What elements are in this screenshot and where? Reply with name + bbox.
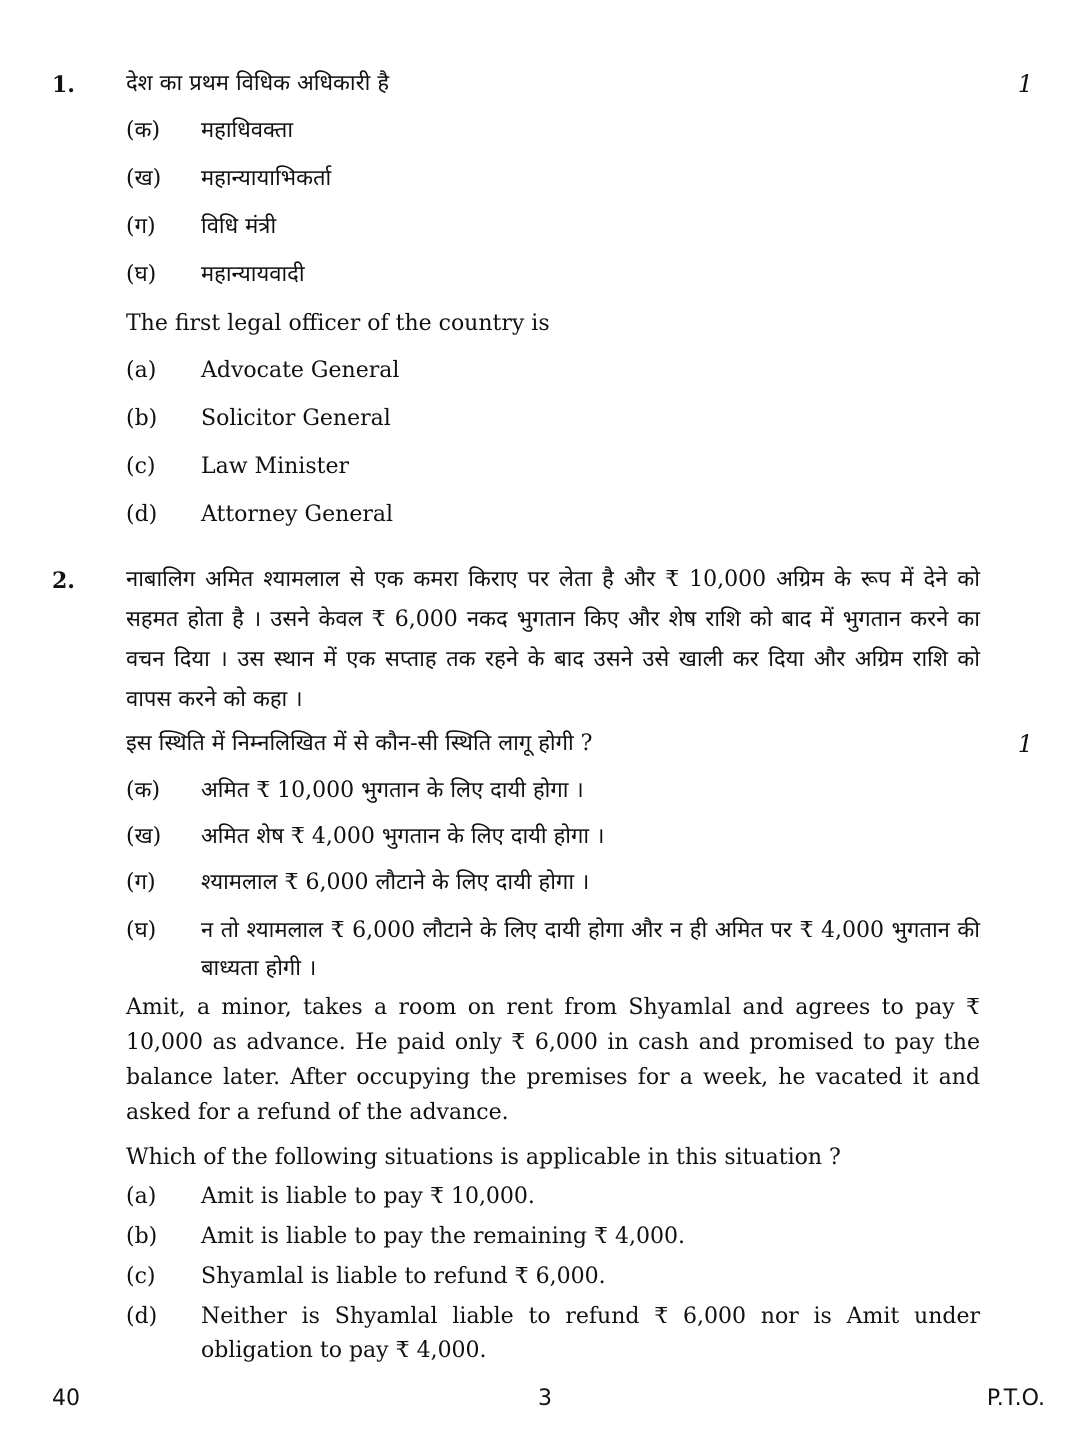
option-label: (c): [126, 454, 156, 479]
option-text: महान्यायाभिकर्ता: [201, 166, 332, 191]
option-text: श्यामलाल ₹ 6,000 लौटाने के लिए दायी होगा ।: [201, 870, 590, 895]
question-stem-english: The first legal officer of the country is: [126, 311, 550, 336]
please-turn-over: P.T.O.: [986, 1386, 1045, 1411]
question-passage-english: Amit, a minor, takes a room on rent from Shyamlal and agrees to pay ₹ 10,000 as advance. He paid only ₹ 6,000 in cash and promised to pay the balance later. After occupying the premises for a week, he vacated it and asked for a refund of the advance.: [126, 995, 980, 1125]
option-text: Solicitor General: [201, 406, 391, 431]
option-label: (घ): [126, 918, 157, 943]
option-text: Advocate General: [201, 358, 400, 383]
question-marks: 1: [1017, 70, 1033, 98]
question-marks: 1: [1017, 730, 1033, 758]
option-label: (b): [126, 406, 158, 431]
question-stem-english: Which of the following situations is applicable in this situation ?: [126, 1145, 841, 1170]
option-label: (क): [126, 118, 161, 143]
option-label: (ग): [126, 870, 156, 895]
option-label: (d): [126, 502, 158, 527]
option-text: न तो श्यामलाल ₹ 6,000 लौटाने के लिए दायी होगा और न ही अमित पर ₹ 4,000 भुगतान की बाध्यता होगी ।: [201, 918, 980, 981]
question-stem-hindi: देश का प्रथम विधिक अधिकारी है: [126, 71, 389, 96]
option-text: Neither is Shyamlal liable to refund ₹ 6,000 nor is Amit under obligation to pay ₹ 4,000.: [201, 1304, 980, 1363]
option-text: महान्यायवादी: [201, 262, 305, 287]
option-label: (ख): [126, 824, 162, 849]
question-number: 2.: [52, 568, 75, 594]
option-label: (घ): [126, 262, 157, 287]
option-text: Amit is liable to pay the remaining ₹ 4,000.: [201, 1224, 685, 1249]
option-label: (c): [126, 1264, 156, 1289]
question-number: 1.: [52, 72, 75, 98]
option-label: (क): [126, 778, 161, 803]
option-label: (a): [126, 358, 157, 383]
option-label: (b): [126, 1224, 158, 1249]
option-label: (a): [126, 1184, 157, 1209]
option-label: (ख): [126, 166, 162, 191]
option-text: Shyamlal is liable to refund ₹ 6,000.: [201, 1264, 606, 1289]
option-text: Law Minister: [201, 454, 349, 479]
option-text: विधि मंत्री: [201, 214, 277, 239]
option-label: (d): [126, 1304, 158, 1329]
paper-code: 40: [52, 1386, 80, 1411]
option-text: महाधिवक्ता: [201, 118, 294, 143]
question-passage-hindi: नाबालिग अमित श्यामलाल से एक कमरा किराए पर लेता है और ₹ 10,000 अग्रिम के रूप में देने को सहमत होता है । उसने केवल ₹ 6,000 नकद भुगतान किए और शेष राशि को बाद में भुगतान करने का वचन दिया । उस स्थान में एक सप्ताह तक रहने के बाद उसने उसे खाली कर दिया और अग्रिम राशि को वापस करने को कहा ।: [126, 567, 980, 712]
option-text: Amit is liable to pay ₹ 10,000.: [201, 1184, 535, 1209]
option-text: अमित शेष ₹ 4,000 भुगतान के लिए दायी होगा ।: [201, 824, 605, 849]
page-number: 3: [538, 1386, 552, 1411]
option-label: (ग): [126, 214, 156, 239]
option-text: अमित ₹ 10,000 भुगतान के लिए दायी होगा ।: [201, 778, 584, 803]
question-stem-hindi: इस स्थिति में निम्नलिखित में से कौन-सी स्थिति लागू होगी ?: [126, 731, 593, 756]
option-text: Attorney General: [201, 502, 394, 527]
